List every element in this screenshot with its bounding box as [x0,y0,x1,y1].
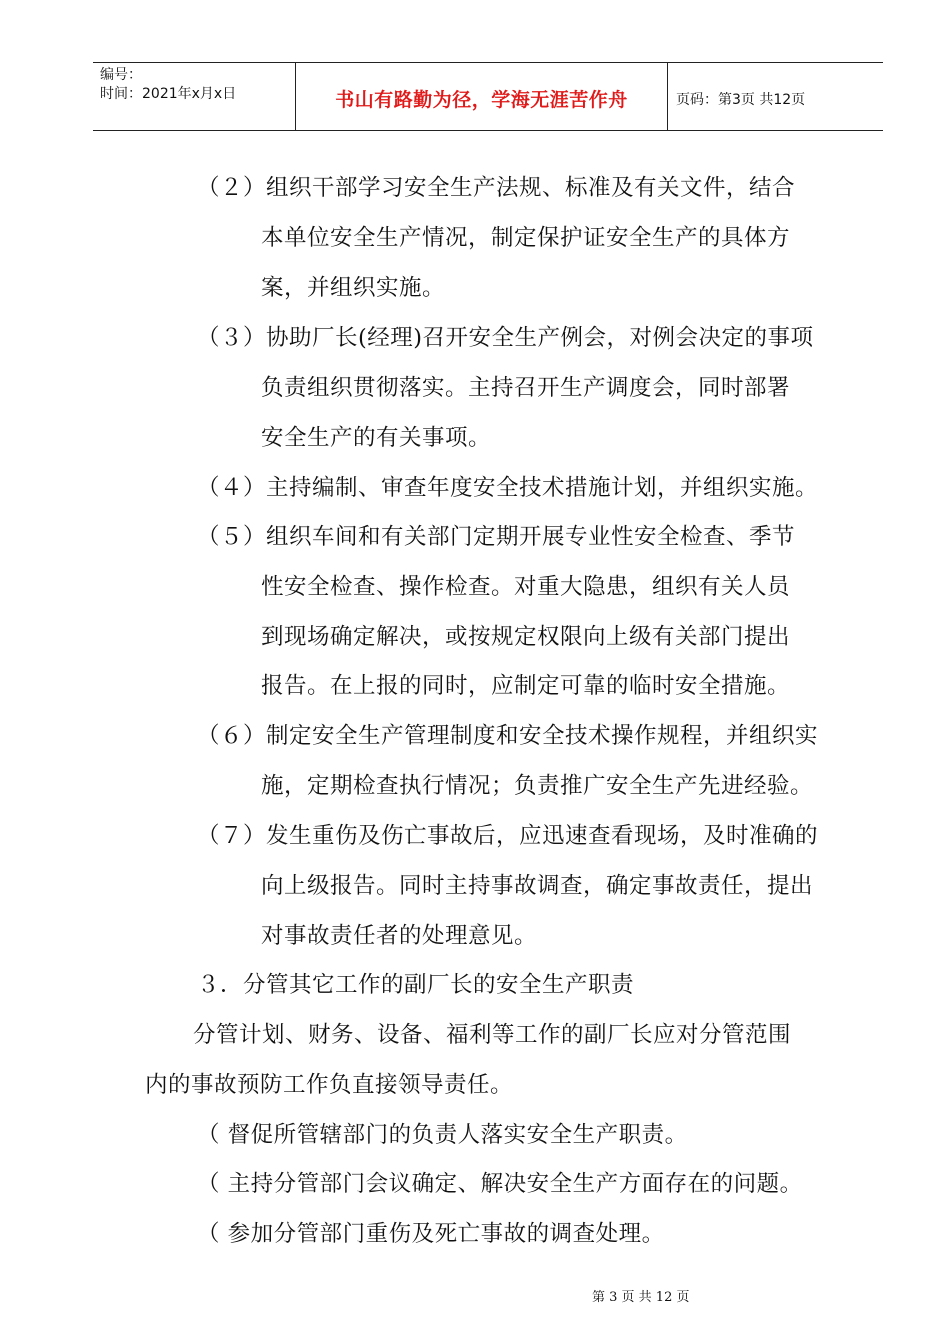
body-line: （ 督促所管辖部门的负责人落实安全生产职责。 [197,1122,688,1148]
body-line: 向上级报告。同时主持事故调查，确定事故责任，提出 [261,873,814,899]
body-line: （６）制定安全生产管理制度和安全技术操作规程，并组织实 [197,723,819,749]
body-line: 本单位安全生产情况，制定保护证安全生产的具体方 [261,225,791,251]
header-motto: 书山有路勤为径，学海无涯苦作舟 [335,89,628,111]
body-line: （ 主持分管部门会议确定、解决安全生产方面存在的问题。 [197,1171,803,1197]
document-time-label: 时间：2021年x月x日 [100,86,237,102]
body-line: 对事故责任者的处理意见。 [261,923,538,949]
body-line: （２）组织干部学习安全生产法规、标准及有关文件，结合 [197,175,796,201]
body-line: 报告。在上报的同时，应制定可靠的临时安全措施。 [261,673,791,699]
body-line: （ 参加分管部门重伤及死亡事故的调查处理。 [197,1221,665,1247]
header-bottom-rule [93,130,883,131]
body-line: 负责组织贯彻落实。主持召开生产调度会，同时部署 [261,375,791,401]
header-top-rule [93,62,883,63]
body-line: （３）协助厂长(经理)召开安全生产例会，对例会决定的事项 [197,325,814,351]
header-meta [100,66,236,104]
document-number-label: 编号： [100,67,142,83]
section-heading: ３．分管其它工作的副厂长的安全生产职责 [197,972,635,998]
body-line: 施，定期检查执行情况；负责推广安全生产先进经验。 [261,773,814,799]
body-line: 案，并组织实施。 [261,275,446,301]
header-divider-right [667,62,668,130]
body-line: （７）发生重伤及伤亡事故后，应迅速查看现场，及时准确的 [197,823,819,849]
body-line: 安全生产的有关事项。 [261,425,492,451]
page-footer: 第 3 页 共 12 页 [592,1290,690,1305]
body-line: （５）组织车间和有关部门定期开展专业性安全检查、季节 [197,524,796,550]
body-line: 到现场确定解决，或按规定权限向上级有关部门提出 [261,624,791,650]
body-line: 内的事故预防工作负直接领导责任。 [145,1072,514,1098]
body-line: 分管计划、财务、设备、福利等工作的副厂长应对分管范围 [193,1022,792,1048]
header-page-label: 页码：第3页 共12页 [676,92,806,108]
body-line: （４）主持编制、审查年度安全技术措施计划，并组织实施。 [197,475,819,501]
body-line: 性安全检查、操作检查。对重大隐患，组织有关人员 [261,574,791,600]
